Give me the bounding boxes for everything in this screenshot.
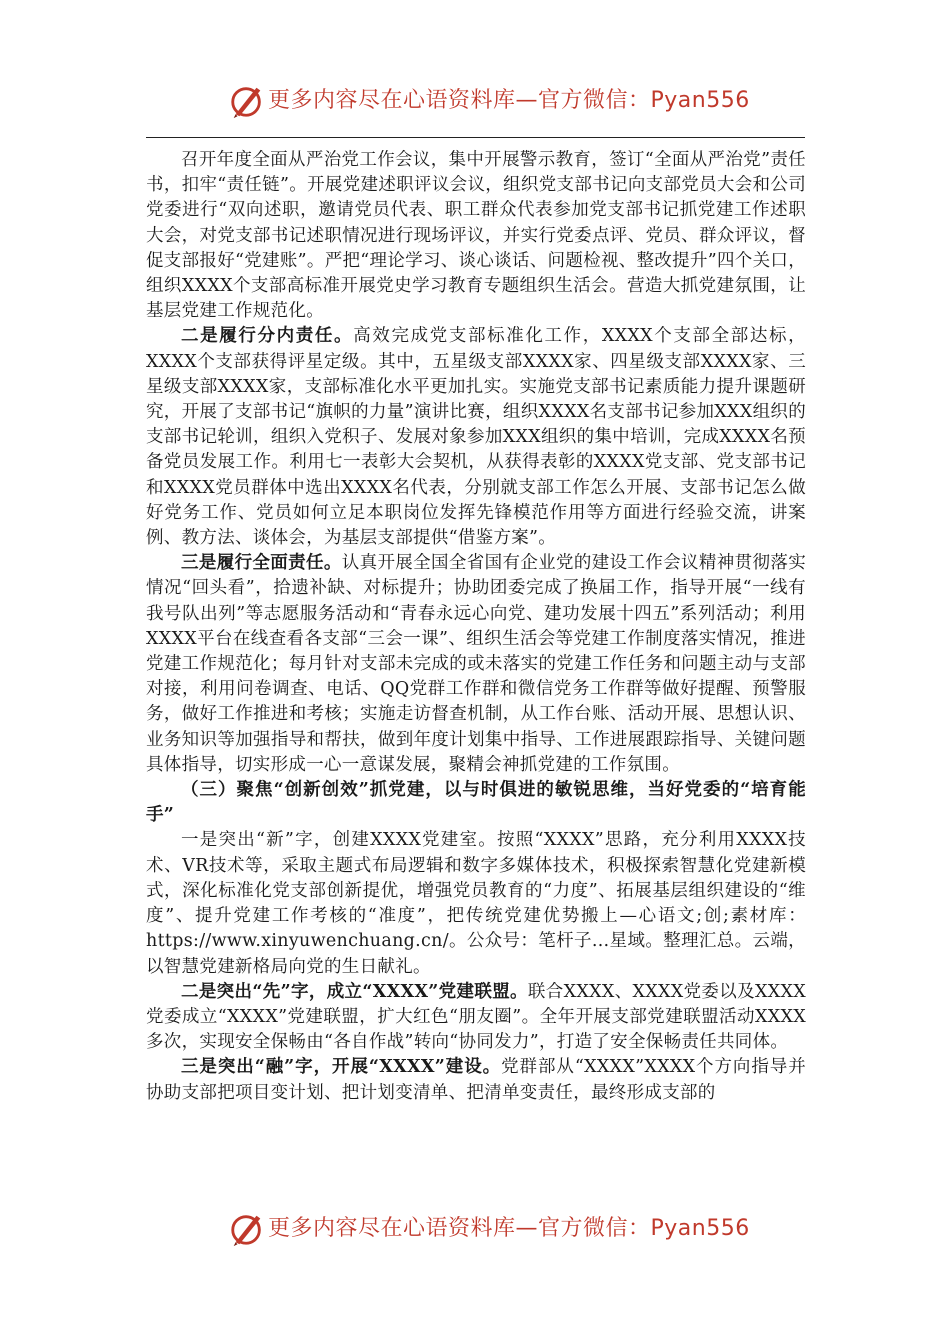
paragraph xyxy=(146,324,806,551)
paragraph xyxy=(146,148,806,324)
paragraph-lead: 三是履行全面责任。 xyxy=(181,553,342,574)
section-heading: （三）聚焦“创新创效”抓党建，以与时俱进的敏锐思维，当好党委的“培育能手” xyxy=(146,780,806,826)
header-divider xyxy=(146,137,805,138)
paragraph-text: 召开年度全面从严治党工作会议，集中开展警示教育，签订“全面从严治党”责任书，扣牢“责任链”。开展党建述职评议会议，组织党支部书记向支部党员大会和公司党委进行“双向述职，邀请党员代表、职工群众代表参加党支部书记抓党建工作述职大会，对党支部书记述职情况进行现场评议，并实行党委点评、党员、群众评议，督促支部报好“党建账”。严把“理论学习、谈心谈话、问题检视、整改提升”四个关口，组织XXXX个支部高标准开展党史学习教育专题组织生活会。营造大抓党建氛围，让基层党建工作规范化。 xyxy=(146,150,806,322)
footer-banner xyxy=(0,1208,950,1252)
pen-circle-logo-icon xyxy=(228,82,266,120)
footer-banner-text: 更多内容尽在心语资料库—官方微信：Pyan556 xyxy=(268,1216,750,1241)
paragraph xyxy=(146,1055,806,1105)
paragraph-text: 一是突出“新”字，创建XXXX党建室。按照“XXXX”思路，充分利用XXXX技术、VR技术等，采取主题式布局逻辑和数字多媒体技术，积极探索智慧化党建新模式，深化标准化党支部创新提优，增强党员教育的“力度”、拓展基层组织建设的“维度”、提升党建工作考核的“准度”，把传统党建优势搬上—心语文;创;素材库：https://www.xinyuwenchuang.cn/。公众号：笔杆子…星域。整理汇总。云端，以智慧党建新格局向党的生日献礼。 xyxy=(146,830,806,977)
paragraph-lead: 二是突出“先”字，成立“XXXX”党建联盟。 xyxy=(181,981,528,1002)
pen-circle-logo-icon xyxy=(228,1210,266,1248)
paragraph-text: 认真开展全国全省国有企业党的建设工作会议精神贯彻落实情况“回头看”，拾遗补缺、对标提升；协助团委完成了换届工作，指导开展“一线有我号队出列”等志愿服务活动和“青春永远心向党、建功发展十四五”系列活动；利用XXXX平台在线查看各支部“三会一课”、组织生活会等党建工作制度落实情况，推进党建工作规范化；每月针对支部未完成的或未落实的党建工作任务和问题主动与支部对接，利用问卷调查、电话、QQ党群工作群和微信党务工作群等做好提醒、预警服务，做好工作推进和考核；实施走访督查机制，从工作台账、活动开展、思想认识、业务知识等加强指导和帮扶，做到年度计划集中指导、工作进展跟踪指导、关键问题具体指导，切实形成一心一意谋发展，聚精会神抓党建的工作氛围。 xyxy=(146,553,806,775)
paragraph-text: 联合XXXX、XXXX党委以及XXXX党委成立“XXXX”党建联盟，扩大红色“朋友圈”。全年开展支部党建联盟活动XXXX多次，实现安全保畅由“各自作战”转向“协同发力”，打造了安全保畅责任共同体。 xyxy=(146,981,806,1053)
paragraph xyxy=(146,980,806,1056)
paragraph xyxy=(146,828,806,979)
header-banner xyxy=(0,80,950,124)
paragraph-text: 高效完成党支部标准化工作，XXXX个支部全部达标，XXXX个支部获得评星定级。其中，五星级支部XXXX家、四星级支部XXXX家、三星级支部XXXX家，支部标准化水平更加扎实。实施党支部书记素质能力提升课题研究，开展了支部书记“旗帜的力量”演讲比赛，组织XXXX名支部书记参加XXX组织的支部书记轮训，组织入党积子、发展对象参加XXX组织的集中培训，完成XXXX名预备党员发展工作。利用七一表彰大会契机，从获得表彰的XXXX党支部、党支部书记和XXXX党员群体中选出XXXX名代表，分别就支部工作怎么开展、支部书记怎么做好党务工作、党员如何立足本职岗位发挥先锋模范作用等方面进行经验交流，讲案例、教方法、谈体会，为基层支部提供“借鉴方案”。 xyxy=(146,326,806,549)
header-banner-text: 更多内容尽在心语资料库—官方微信：Pyan556 xyxy=(268,88,750,113)
paragraph-lead: 三是突出“融”字，开展“XXXX”建设。 xyxy=(181,1057,502,1078)
document-body xyxy=(146,148,806,1106)
paragraph-lead: 二是履行分内责任。 xyxy=(181,326,354,347)
paragraph-text: 党群部从“XXXX”XXXX个方向指导并协助支部把项目变计划、把计划变清单、把清单变责任，最终形成支部的 xyxy=(146,1057,806,1103)
paragraph xyxy=(146,551,806,778)
